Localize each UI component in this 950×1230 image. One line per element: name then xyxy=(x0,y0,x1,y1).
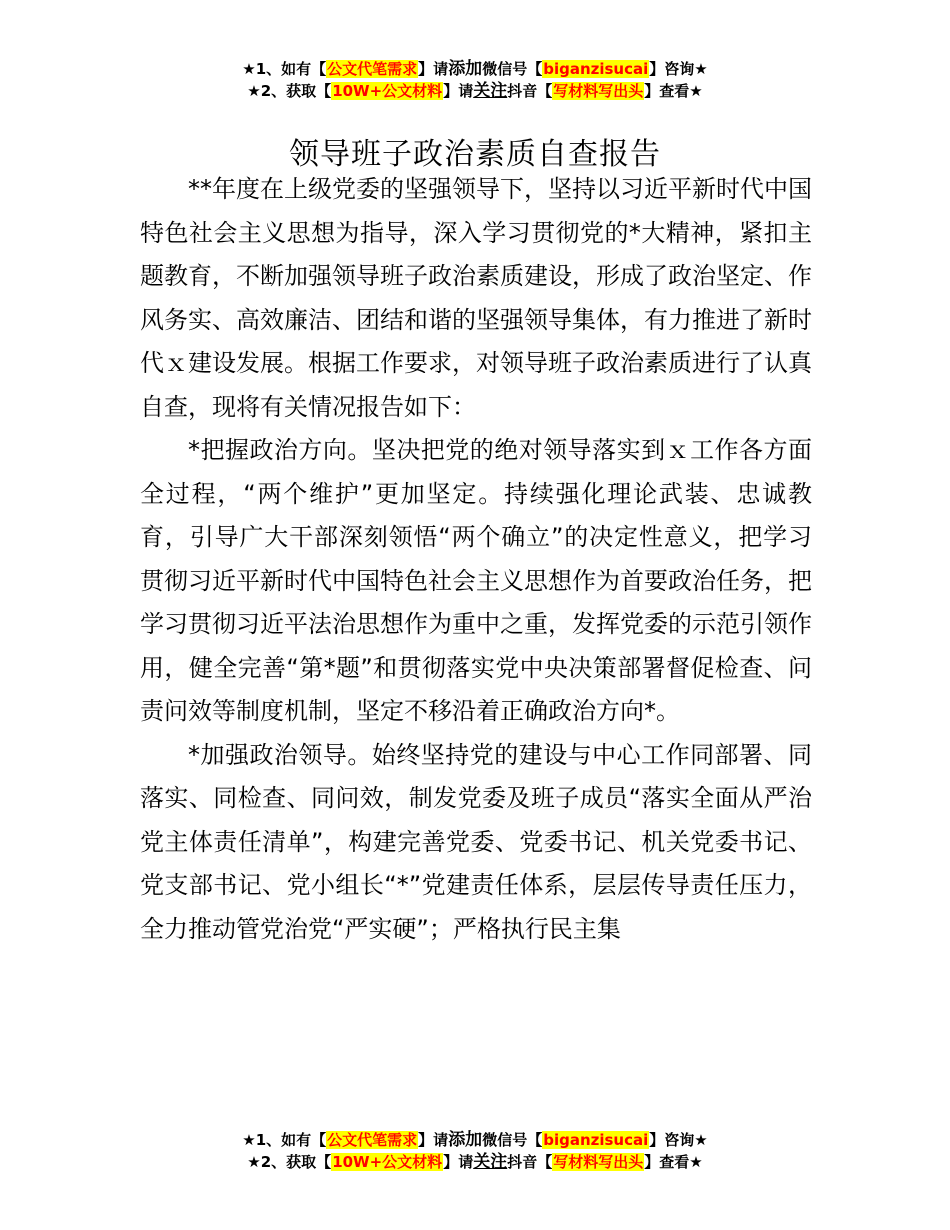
banner-text: ★1、如有【 xyxy=(242,1131,327,1149)
banner-text: 】查看★ xyxy=(644,82,703,100)
banner-highlight: biganzisucai xyxy=(543,1131,649,1149)
header-banner-line-2 xyxy=(0,80,950,102)
banner-highlight: 写材料写出头 xyxy=(553,1153,644,1171)
header-banner-line-1 xyxy=(0,58,950,80)
banner-highlight: biganzisucai xyxy=(543,60,649,78)
footer-banner xyxy=(0,1129,950,1173)
banner-highlight: 10W+公文材料 xyxy=(332,1153,443,1171)
paragraph-intro: **年度在上级党委的坚强领导下，坚持以习近平新时代中国特色社会主义思想为指导，深入学习贯彻党的*大精神，紧扣主题教育，不断加强领导班子政治素质建设，形成了政治坚定、作风务实、高效廉洁、团结和谐的坚强领导集体，有力推进了新时代ｘ建设发展。根据工作要求，对领导班子政治素质进行了认真自查，现将有关情况报告如下： xyxy=(140,175,812,421)
banner-text: ★1、如有【 xyxy=(242,60,327,78)
banner-highlight: 10W+公文材料 xyxy=(332,82,443,100)
banner-text: 】请 xyxy=(443,1153,474,1171)
banner-text: ★2、获取【 xyxy=(247,82,332,100)
banner-text: 】咨询★ xyxy=(649,60,708,78)
footer-banner-line-2 xyxy=(0,1151,950,1173)
banner-text: 】查看★ xyxy=(644,1153,703,1171)
banner-text: 抖音【 xyxy=(507,82,553,100)
banner-highlight: 公文代笔需求 xyxy=(327,1131,418,1149)
paragraph-political-leadership: *加强政治领导。始终坚持党的建设与中心工作同部署、同落实、同检查、同问效，制发党委及班子成员“落实全面从严治党主体责任清单”，构建完善党委、党委书记、机关党委书记、党支部书记、党小组长“*”党建责任体系，层层传导责任压力，全力推动管党治党“严实硬”；严格执行民主集 xyxy=(140,740,812,943)
header-banner xyxy=(0,58,950,102)
banner-text: 抖音【 xyxy=(507,1153,553,1171)
banner-text: ★2、获取【 xyxy=(247,1153,332,1171)
banner-text: 微信号【 xyxy=(482,60,543,78)
banner-text: 微信号【 xyxy=(482,1131,543,1149)
document-body xyxy=(140,168,812,951)
banner-text: 】请 xyxy=(418,60,449,78)
banner-emphasis: 添加 xyxy=(448,59,483,79)
paragraph-political-direction: *把握政治方向。坚决把党的绝对领导落实到ｘ工作各方面全过程，“两个维护”更加坚定。持续强化理论武装、忠诚教育，引导广大干部深刻领悟“两个确立”的决定性意义，把学习贯彻习近平新时代中国特色社会主义思想作为首要政治任务，把学习贯彻习近平法治思想作为重中之重，发挥党委的示范引领作用，健全完善“第*题”和贯彻落实党中央决策部署督促检查、问责问效等制度机制，坚定不移沿着正确政治方向*。 xyxy=(140,436,812,725)
banner-emphasis: 添加 xyxy=(448,1130,483,1150)
banner-text: 】请 xyxy=(443,82,474,100)
banner-emphasis: 关注 xyxy=(473,1152,508,1172)
banner-text: 】请 xyxy=(418,1131,449,1149)
banner-text: 】咨询★ xyxy=(649,1131,708,1149)
banner-highlight: 公文代笔需求 xyxy=(327,60,418,78)
banner-emphasis: 关注 xyxy=(473,81,508,101)
document-title: 领导班子政治素质自查报告 xyxy=(289,137,661,173)
banner-highlight: 写材料写出头 xyxy=(553,82,644,100)
footer-banner-line-1 xyxy=(0,1129,950,1151)
